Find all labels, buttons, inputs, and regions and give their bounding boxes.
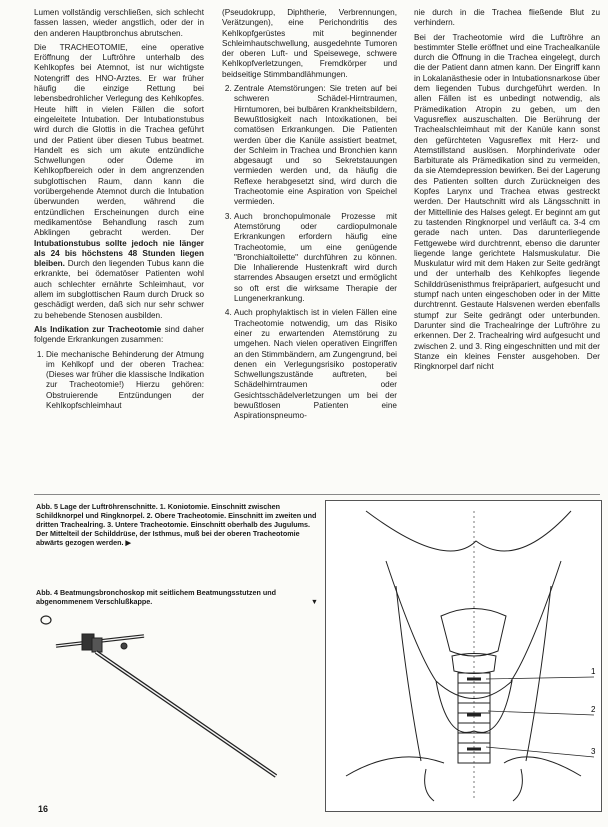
paragraph: nie durch in die Trachea fließende Blut zu verhindern. (414, 8, 600, 28)
text-column-1 (34, 8, 204, 415)
indication-list (34, 350, 204, 412)
bold-text: Intubationstubus sollte jedoch nie länger als 24 bis höchstens 48 Stunden liegen bleiben. (34, 238, 204, 269)
list-item: 2. Zentrale Atemstörungen: Sie treten auf bei schweren Schädel-Hirntraumen, Hirntumoren, bei bulbären Krankheitsbildern, Bewußtlosigkeit nach Intoxikationen, bei comatösen Erkrankungen. Die Patienten werden über die Kanüle assistiert beatmet, der Schleim in Trachea und Bronchien kann abgesaugt und so Sekretstauungen vermieden werden und, da häufig die Reflexe herabgesetzt sind, wird durch die Tracheotomie eine Aspiration von Speichel vermieden. (234, 84, 397, 208)
label-1: 1 (591, 667, 596, 676)
text-column-2 (222, 8, 397, 426)
paragraph: Lumen vollständig verschließen, sich schlecht fassen lassen, wieder angstlich, oder der in den anderen Hauptbronchus abrutschen. (34, 8, 204, 38)
paragraph: Bei der Tracheotomie wird die Luftröhre an bestimmter Stelle eröffnet und eine Trachealkanüle durch die Öffnung in die Trachea eingelegt, durch die der Patient dann atmen kann. Der Eingriff kann in Lokalanästhesie oder in Intubationsnarkose über dem liegenden Tubus durchgeführt werden. In allen Fällen ist es unbedingt notwendig, als Prämedikation Atropin zu geben, um den Vagusreflex auszuschalten. Die Berührung der Trachealschleimhaut mit der Kanüle kann sonst den gefürchteten Vagusreflex mit Herz- und Atemstillstand auslösen. Morphinderivate oder Barbiturate als Prämedikation sind zu vermeiden, da sie Atemdepression bewirken. Bei der Lagerung des Patienten sollten durch Zurückneigen des Kopfes Larynx und Trachea etwas gestreckt werden. Der Hautschnitt wird als Längsschnitt in der Mittellinie des Halses gelegt. Er beginnt am gut zu tastenden Ringknorpel und verläuft ca. 3-4 cm gerade nach unten. Das darunterliegende Fettgewebe wird durchtrennt, ebenso die darunter liegende lange gerichtete Halsmuskulatur. Die Muskulatur wird mit dem Haken zur Seite gedrängt und der unterhalb des Kehlkopfes liegende Schilddrüsenisthmus freipräpariert, aufgesucht und stumpf nach unten eingeschoben oder in der Mitte durchtrennt. Gestaute Halsvenen werden ebenfalls stumpf zur Seite gedrängt oder unterbunden. Darunter sind die Trachealringe der Luftröhre zu erkennen. Der 2. Trachealring wird aufgesucht und zwischen 2. und 3. Ring eingeschnitten und mit der Stanze ein kleines Fenster ausgehoben. Der Ringknorpel darf nicht (414, 32, 600, 372)
figure-5-neck-diagram (325, 500, 602, 812)
arrow-right-icon: ▶ (125, 538, 131, 547)
list-item: 4. Auch prophylaktisch ist in vielen Fällen eine Tracheotomie notwendig, um das Risiko einer zu erwartenden Atemstörung zu umgehen. Nach vielen operativen Eingriffen an den Stimmbändern, am Zungengrund, bei denen ein Verlegungsrisiko postoperativ Schwellungszustände auftreten, bei Schädelhirntraumen oder Gesichtsschädelverletzungen um bei der bewußtlosen Patienten eine Aspirationspneumo- (234, 308, 397, 421)
bronchoscope-illustration (36, 612, 316, 782)
list-item: 3. Auch bronchopulmonale Prozesse mit Atemstörung oder cardiopulmonale Erkrankungen erfordern häufig eine Tracheotomie, um eine genügende "Bronchialtoilette" durchführen zu können. Die Inhalierende Hustenkraft wird durch starrendes Absaugen ersetzt und ermöglicht so oft erst die wirksame Therapie der Lungenerkrankung. (234, 212, 397, 305)
text: sind daher folgende Erkrankungen zusammen: (34, 324, 204, 345)
arrow-down-icon: ▼ (310, 597, 318, 606)
text: Die TRACHEOTOMIE, eine operative Eröffnung der Luftröhre unterhalb des Kehlkopfes bei Atemnot, ist nur wichtigste Notengriff des HNO-Arztes. Er war früher häufig die einzige Rettung bei lebensbedrohlicher Verlegung des Kehlkopfes. Heute hilft in vielen Fällen die sofort eingeleitete Intubation. Der Intubationstubus wird durch die Glottis in die Trachea geführt und der Patient über diesen Tubus beatmet. Handelt es sich um akute entzündliche Schwellungen oder Ödeme im Kehlkopfbereich oder in dem angrenzenden subglottischen Raum, dann kann die vorübergehende Atemnot durch die Intubation überwunden werden, während die entzündlichen Erscheinungen durch eine medikamentöse Behandlung rasch zum Abklingen gebracht werden. Der (34, 42, 204, 238)
divider (34, 494, 600, 495)
label-2: 2 (591, 705, 596, 714)
page-number: 16 (38, 804, 49, 814)
label-3: 3 (591, 747, 596, 756)
caption-text: Abb. 5 Lage der Luftröhrenschnitte. 1. Koniotomie. Einschnitt zwischen Schildknorpel und Ringknorpel. 2. Obere Tracheotomie. Einschnitt im zweiten und dritten Trachealring. 3. Untere Tracheotomie. Einschnitt oberhalb des Jugulums. Der Mittelteil der Schilddrüse, der Isthmus, muß bei der oberen Tracheotomie abwärts gezogen werden. (36, 502, 317, 547)
bold-text: Als Indikation zur Tracheotomie (34, 324, 162, 334)
paragraph (34, 43, 204, 321)
paragraph: (Pseudokrupp, Diphtherie, Verbrennungen, Verätzungen), eine Perichondritis des Kehlkopfgerüstes mit beginnender Schleimhautschwellung, ausgedehnte Tumoren der oberen Luft- und Speisewege, schwere Kehlkopfverletzungen, Fremdkörper und beidseitige Stimmbandlähmungen. (222, 8, 397, 79)
figure-4-caption (36, 588, 318, 606)
text: Durch den liegenden Tubus kann die erkrankte, bei ödematöser Patienten wohl auch schlechter ernährte Schleimhaut, vor allem im subglottischen Raum durch Druck so geschädigt werden, daß sich nur sehr schwer zu behebende Stenosen ausbilden. (34, 259, 204, 320)
paragraph (34, 325, 204, 346)
indication-list (222, 84, 397, 422)
figure-5-caption (36, 502, 318, 547)
text-column-3 (414, 8, 600, 376)
caption-text: Abb. 4 Beatmungsbronchoskop mit seitlichem Beatmungsstutzen und abgenommenem Verschlußkappe. (36, 588, 277, 606)
list-item: 1. Die mechanische Behinderung der Atmung im Kehlkopf und der oberen Trachea: (Dieses war früher die klassische Indikation zur Tracheotomie!) Hierzu gehören: Obstruierende Entzündungen der Kehlkopfschleimhaut (46, 350, 204, 412)
